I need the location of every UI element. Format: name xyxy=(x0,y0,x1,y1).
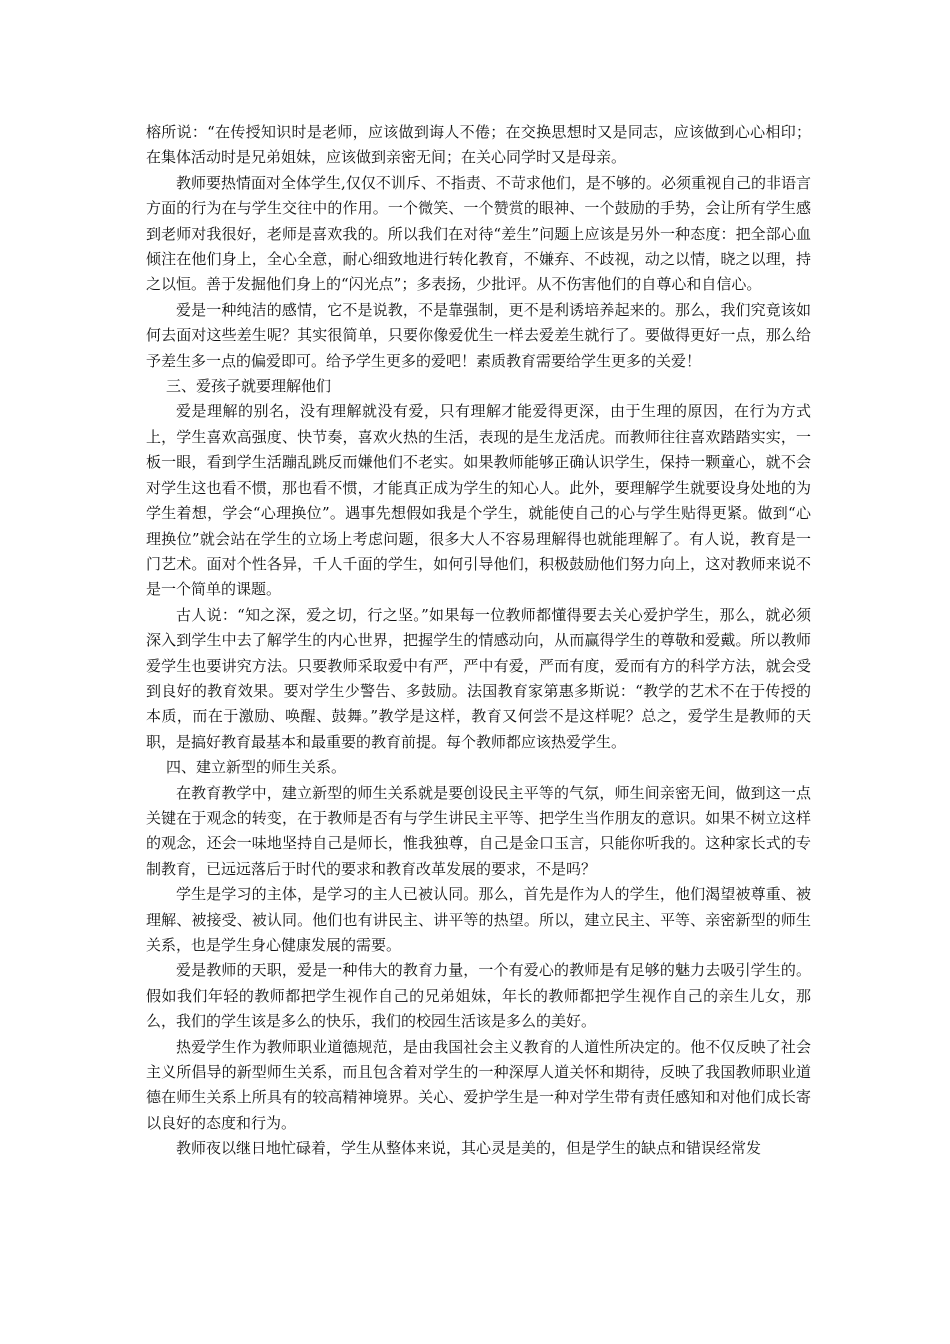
paragraph: 在教育教学中，建立新型的师生关系就是要创设民主平等的气氛，师生间亲密无间，做到这一点关键在于观念的转变，在于教师是否有与学生讲民主平等、把学生当作朋友的意识。如果不树立这样的观念，还会一味地坚持自己是师长，惟我独尊，自己是金口玉言，只能你听我的。这种家长式的专制教育，已远远落后于时代的要求和教育改革发展的要求，不是吗？ xyxy=(146,783,811,878)
paragraph: 榕所说：“在传授知识时是老师，应该做到诲人不倦；在交换思想时又是同志，应该做到心心相印；在集体活动时是兄弟姐妹，应该做到亲密无间；在关心同学时又是母亲。 xyxy=(146,123,811,167)
paragraph: 爱是教师的天职，爱是一种伟大的教育力量，一个有爱心的教师是有足够的魅力去吸引学生的。假如我们年轻的教师都把学生视作自己的兄弟姐妹，年长的教师都把学生视作自己的亲生儿女，那么，我们的学生该是多么的快乐，我们的校园生活该是多么的美好。 xyxy=(146,961,811,1031)
paragraph: 教师要热情面对全体学生,仅仅不训斥、不指责、不苛求他们，是不够的。必须重视自己的非语言方面的行为在与学生交往中的作用。一个微笑、一个赞赏的眼神、一个鼓励的手势，会让所有学生感到老师对我很好，老师是喜欢我的。所以我们在对待“差生”问题上应该是另外一种态度：把全部心血倾注在他们身上，全心全意，耐心细致地进行转化教育，不嫌弃、不歧视，动之以情，晓之以理，持之以恒。善于发掘他们身上的“闪光点”；多表扬，少批评。从不伤害他们的自尊心和自信心。 xyxy=(146,173,811,294)
paragraph: 爱是一种纯洁的感情，它不是说教，不是靠强制，更不是利诱培养起来的。那么，我们究竟该如何去面对这些差生呢？其实很简单，只要你像爱优生一样去爱差生就行了。要做得更好一点，那么给予差生多一点的偏爱即可。给予学生更多的爱吧！素质教育需要给学生更多的关爱！ xyxy=(146,300,811,370)
paragraph: 学生是学习的主体，是学习的主人已被认同。那么，首先是作为人的学生，他们渴望被尊重、被理解、被接受、被认同。他们也有讲民主、讲平等的热望。所以，建立民主、平等、亲密新型的师生关系，也是学生身心健康发展的需要。 xyxy=(146,885,811,954)
paragraph: 教师夜以继日地忙碌着，学生从整体来说，其心灵是美的，但是学生的缺点和错误经常发 xyxy=(176,1139,762,1158)
section-heading: 四、建立新型的师生关系。 xyxy=(166,758,347,777)
document-body xyxy=(146,120,811,1162)
paragraph: 爱是理解的别名，没有理解就没有爱，只有理解才能爱得更深，由于生理的原因，在行为方式上，学生喜欢高强度、快节奏，喜欢火热的生活，表现的是生龙活虎。而教师往往喜欢踏踏实实，一板一眼，看到学生活蹦乱跳反而嫌他们不老实。如果教师能够正确认识学生，保持一颗童心，就不会对学生这也看不惯，那也看不惯，才能真正成为学生的知心人。此外，要理解学生就要设身处地的为学生着想，学会“心理换位”。遇事先想假如我是个学生，就能使自己的心与学生贴得更紧。做到“心理换位”就会站在学生的立场上考虑问题，很多大人不容易理解得也就能理解了。有人说，教育是一门艺术。面对个性各异，千人千面的学生，如何引导他们，积极鼓励他们努力向上，这对教师来说不是一个简单的课题。 xyxy=(146,402,811,599)
section-heading: 三、爱孩子就要理解他们 xyxy=(166,377,332,396)
paragraph: 热爱学生作为教师职业道德规范，是由我国社会主义教育的人道性所决定的。他不仅反映了社会主义所倡导的新型师生关系，而且包含着对学生的一种深厚人道关怀和期待，反映了我国教师职业道德在师生关系上所具有的较高精神境界。关心、爱护学生是一种对学生带有责任感知和对他们成长寄以良好的态度和行为。 xyxy=(146,1037,811,1132)
paragraph: 古人说：“知之深，爱之切，行之坚。”如果每一位教师都懂得要去关心爱护学生，那么，就必须深入到学生中去了解学生的内心世界，把握学生的情感动向，从而赢得学生的尊敬和爱戴。所以教师爱学生也要讲究方法。只要教师采取爱中有严，严中有爱，严而有度，爱而有方的科学方法，就会受到良好的教育效果。要对学生少警告、多鼓励。法国教育家第惠多斯说：“教学的艺术不在于传授的本质，而在于激励、唤醒、鼓舞。”教学是这样，教育又何尝不是这样呢？总之，爱学生是教师的天职，是搞好教育最基本和最重要的教育前提。每个教师都应该热爱学生。 xyxy=(146,605,811,751)
